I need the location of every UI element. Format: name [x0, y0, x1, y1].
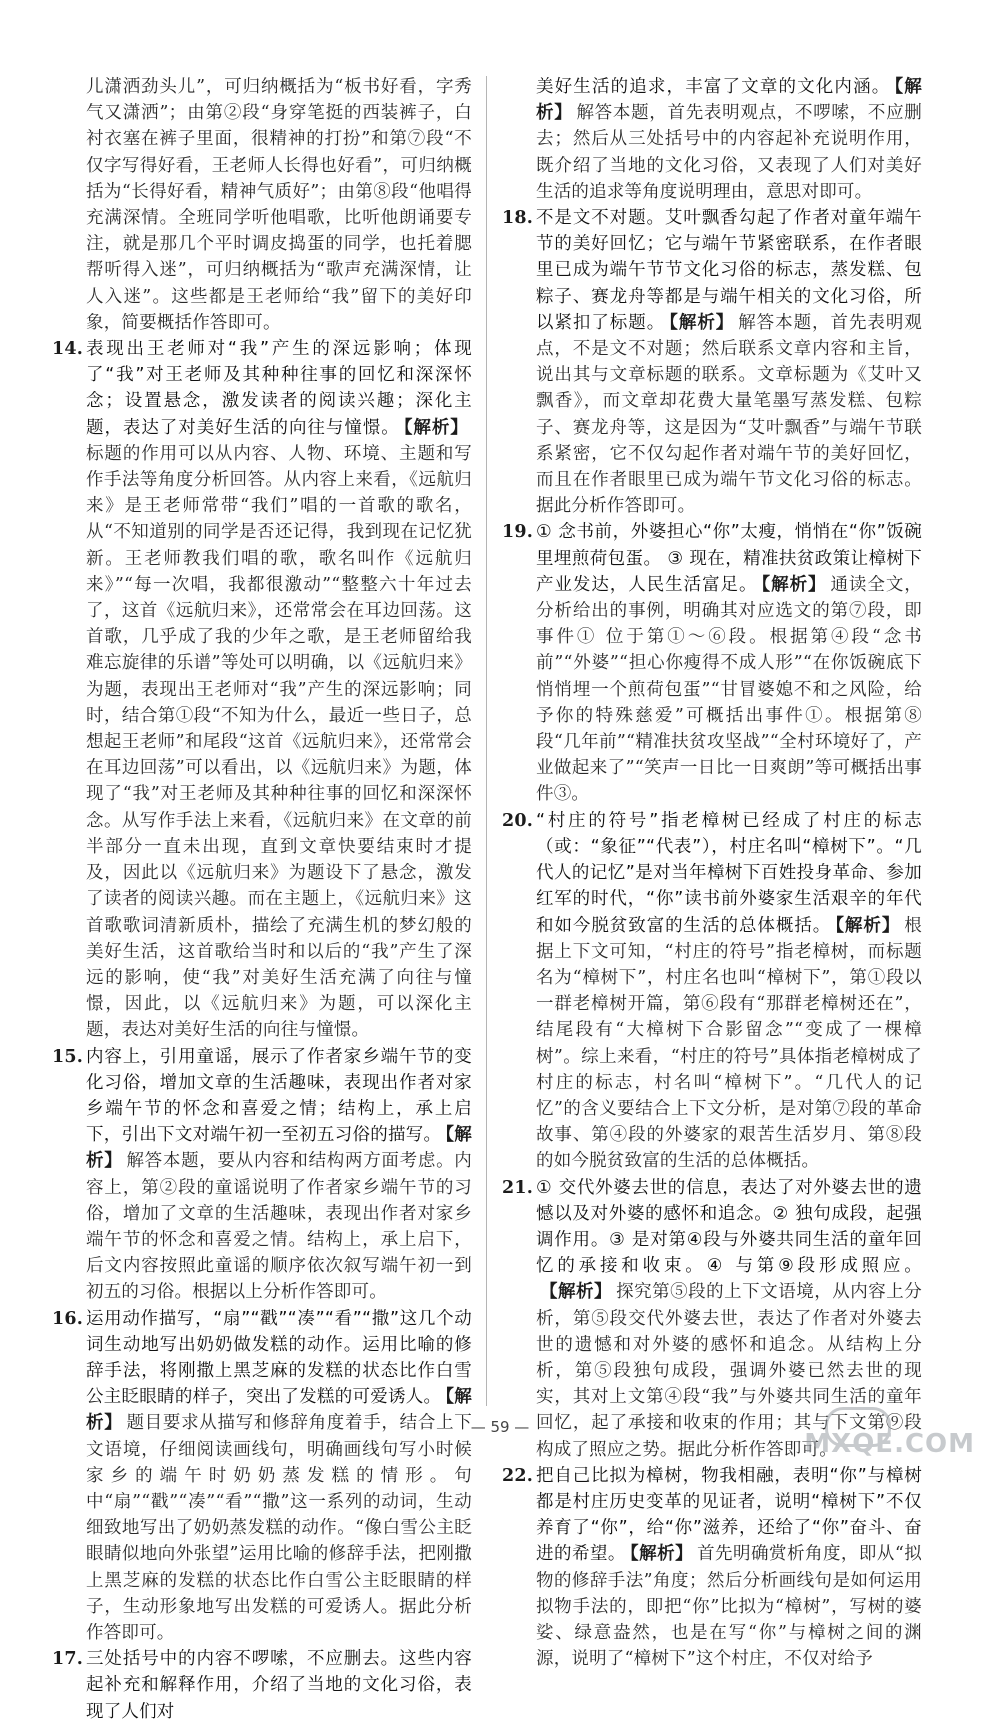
analysis-tag: 【解析】 [669, 312, 735, 333]
answer-item [52, 1646, 472, 1725]
question-number: 19. [502, 522, 534, 543]
answer-item [502, 519, 922, 807]
answer-text: ① 交代外婆去世的信息，表达了对外婆去世的遗憾以及对外婆的感怀和追念。② 独句成段，起强调作用。③ 是对第④段与外婆共同生活的童年回忆的承接和收束。④ 与第⑨段形成照应。 [536, 1177, 922, 1277]
answer-item [52, 336, 472, 1043]
question-number: 20. [502, 810, 534, 831]
analysis-text: 首先明确赏析角度，即从“拟物的修辞手法”角度；然后分析画线句是如何运用拟物手法的，即把“你”比拟为“樟树”，写树的婆娑、绿意盎然，也是在写“你”与樟树之间的渊源，说明了“樟树下”这个村庄，不仅对给予 [536, 1544, 922, 1670]
answer-text: ① 念书前，外婆担心“你”太瘦，悄悄在“你”饭碗里埋煎荷包蛋。 ③ 现在，精准扶贫政策让樟树下产业发达，人民生活富足。 [536, 522, 922, 595]
answer-item [502, 808, 922, 1175]
answer-text: 把自己比拟为樟树，物我相融，表明“你”与樟树都是村庄历史变革的见证者，说明“樟树下”不仅养育了“你”，给“你”滋养，还给了“你”奋斗、奋进的希望。 [536, 1465, 922, 1565]
page-number: — 59 — [470, 1418, 530, 1436]
answer-text: 表现出王老师对“我”产生的深远影响；体现了“我”对王老师及其种种往事的回忆和深深怀念；设置悬念，激发读者的阅读兴趣；深化主题，表达了对美好生活的向往与憧憬。 [86, 339, 472, 438]
answer-text: “村庄的符号”指老樟树已经成了村庄的标志（或：“象征”“代表”），村庄名叫“樟树下”。“几代人的记忆”是对当年樟树下百姓投身革命、参加红军的时代，“你”读书前外婆家生活艰辛的年代和如今脱贫致富的生活的总体概括。 [536, 810, 922, 936]
left-column [52, 74, 472, 1725]
question-number: 21. [502, 1177, 534, 1198]
analysis-text: 解答本题，首先表明观点，不啰嗦，不应删去；然后从三处括号中的内容起补充说明作用，既介绍了当地的文化习俗，又表现了人们对美好生活的追求等角度说明理由，意思对即可。 [536, 103, 922, 202]
analysis-tag: 【解析】 [403, 417, 468, 438]
analysis-text: 探究第⑤段的上下文语境，从内容上分析，第⑤段交代外婆去世，表达了作者对外婆去世的遗憾和对外婆的感怀和追念。从结构上分析，第⑤段独句成段，强调外婆已然去世的现实，其对上文第④段“我”与外婆共同生活的童年回忆，起了承接和收束的作用；其与下文第⑨段构成了照应之势。据此分析作答即可。 [536, 1282, 922, 1460]
question-number: 18. [502, 208, 534, 229]
analysis-text: 通读全文，分析给出的事例，明确其对应选文的第⑦段，即事件① 位于第①～⑥段。根据第④段“念书前”“外婆”“担心你瘦得不成人形”“在你饭碗底下悄悄埋一个煎荷包蛋”“甘冒婆媳不和之风险，给予你的特殊慈爱”可概括出事件①。根据第⑧段“几年前”“精准扶贫攻坚战”“全村环境好了，产业做起来了”“笑声一日比一日爽朗”等可概括出事件③。 [536, 574, 922, 805]
question-number: 17. [52, 1649, 84, 1670]
answer-text: 美好生活的追求，丰富了文章的文化内涵。 [536, 77, 891, 97]
answer-continuation [502, 74, 922, 205]
answer-item [502, 1463, 922, 1673]
answer-item [52, 1044, 472, 1306]
answer-text: 不是文不对题。艾叶飘香勾起了作者对童年端午节的美好回忆；它与端午节紧密联系，在作者眼里已成为端午节节文化习俗的标志，蒸发糕、包粽子、赛龙舟等都是与端午相关的文化习俗，所以紧扣了标题。 [536, 208, 922, 333]
answer-text: 内容上，引用童谣，展示了作者家乡端午节的变化习俗，增加文章的生活趣味，表现出作者对家乡端午节的怀念和喜爱之情；结构上，承上启下，引出下文对端午初一至初五习俗的描写。 [86, 1046, 472, 1146]
answer-continuation [52, 74, 472, 336]
analysis-tag: 【解析】 [536, 77, 922, 124]
question-number: 22. [502, 1465, 534, 1486]
analysis-tag: 【解析】 [540, 1282, 613, 1303]
question-number: 16. [52, 1308, 84, 1329]
analysis-tag: 【解析】 [835, 915, 901, 936]
analysis-tag: 【解析】 [629, 1544, 694, 1565]
question-number: 15. [52, 1046, 84, 1067]
column-divider [486, 76, 487, 1406]
analysis-text: 题目要求从描写和修辞角度着手，结合上下文语境，仔细阅读画线句，明确画线句写小时候家乡的端午时奶奶蒸发糕的情形。句中“扇”“戳”“凑”“看”“撒”这一系列的动词，生动细致地写出了奶奶蒸发糕的动作。“像白雪公主眨眼睛似地向外张望”运用比喻的修辞手法，把刚撒上黑芝麻的发糕的状态比作白雪公主眨眼睛的样子，生动形象地写出发糕的可爱诱人。据此分析作答即可。 [86, 1413, 472, 1643]
analysis-text: 解答本题，首先表明观点，不是文不对题；然后联系文章内容和主旨，说出其与文章标题的联系。文章标题为《艾叶又飘香》，而文章却花费大量笔墨写蒸发糕、包粽子、赛龙舟等，这是因为“艾叶飘香”与端午节联系紧密，它不仅勾起作者对端午节的美好回忆，而且在作者眼里已成为端午节文化习俗的标志。据此分析作答即可。 [536, 312, 922, 517]
analysis-text: 儿潇洒劲头儿”，可归纳概括为“板书好看，字秀气又潇洒”；由第②段“身穿笔挺的西装裤子，白衬衣塞在裤子里面，很精神的打扮”和第⑦段“不仅字写得好看，王老师人长得也好看”，可归纳概括为“长得好看，精神气质好”；由第⑧段“他唱得充满深情。全班同学听他唱歌，比听他朗诵要专注，就是那几个平时调皮捣蛋的同学，也托着腮帮听得入迷”，可归纳概括为“歌声充满深情，让人入迷”。这些都是王老师给“我”留下的美好印象，简要概括作答即可。 [86, 77, 472, 333]
answer-item [52, 1306, 472, 1647]
analysis-text: 根据上下文可知，“村庄的符号”指老樟树，而标题名为“樟树下”，村庄名也叫“樟树下”，第①段以一群老樟树开篇，第⑥段有“那群老樟树还在”，结尾段有“大樟树下合影留念”“变成了一棵樟树”。综上来看，“村庄的符号”具体指老樟树成了村庄的标志，村名叫“樟树下”。“几代人的记忆”的含义要结合上下文分析，是对第⑦段的革命故事、第④段的外婆家的艰苦生活岁月、第⑧段的如今脱贫致富的生活的总体概括。 [536, 915, 922, 1172]
watermark-logo [804, 1405, 985, 1463]
question-number: 14. [52, 339, 84, 360]
answer-text: 三处括号中的内容不啰嗦，不应删去。这些内容起补充和解释作用，介绍了当地的文化习俗，表现了人们对 [86, 1649, 472, 1722]
analysis-text: 标题的作用可以从内容、人物、环境、主题和写作手法等角度分析回答。从内容上来看，《远航归来》是王老师常带“我们”唱的一首歌的歌名，从“不知道别的同学是否还记得，我到现在记忆犹新。王老师教我们唱的歌，歌名叫作《远航归来》”“每一次唱，我都很激动”“整整六十年过去了，这首《远航归来》，还常常会在耳边回荡。这首歌，几乎成了我的少年之歌，是王老师留给我难忘旋律的乐谱”等处可以明确，以《远航归来》为题，表现出王老师对“我”产生的深远影响；同时，结合第①段“不知为什么，最近一些日子，总想起王老师”和尾段“这首《远航归来》，还常常会在耳边回荡”可以看出，以《远航归来》为题，体现了“我”对王老师及其种种往事的回忆和深深怀念。从写作手法上来看，《远航归来》在文章的前半部分一直未出现，直到文章快要结束时才提及，因此以《远航归来》为题设下了悬念，激发了读者的阅读兴趣。而在主题上，《远航归来》这首歌歌词清新质朴，描绘了充满生机的梦幻般的美好生活，这首歌给当时和以后的“我”产生了深远的影响，使“我”对美好生活充满了向往与憧憬，因此，以《远航归来》为题，可以深化主题，表达对美好生活的向往与憧憬。 [86, 443, 472, 1041]
analysis-text: 解答本题，要从内容和结构两方面考虑。内容上，第②段的童谣说明了作者家乡端午节的习俗，增加了文章的生活趣味，表现出作者对家乡端午节的怀念和喜爱之情。结构上，承上启下，后文内容按照此童谣的顺序依次叙写端午初一到初五的习俗。根据以上分析作答即可。 [86, 1151, 472, 1303]
answer-text: 运用动作描写，“扇”“戳”“凑”“看”“撒”这几个动词生动地写出奶奶做发糕的动作。运用比喻的修辞手法，将刚撒上黑芝麻的发糕的状态比作白雪公主眨眼睛的样子，突出了发糕的可爱诱人。 [86, 1308, 472, 1408]
analysis-tag: 【解析】 [761, 574, 827, 595]
analysis-tag: 【解析】 [86, 1125, 472, 1172]
analysis-tag: 【解析】 [86, 1387, 472, 1434]
watermark-text: MXQE.COM [804, 1429, 975, 1459]
answer-item [502, 205, 922, 519]
